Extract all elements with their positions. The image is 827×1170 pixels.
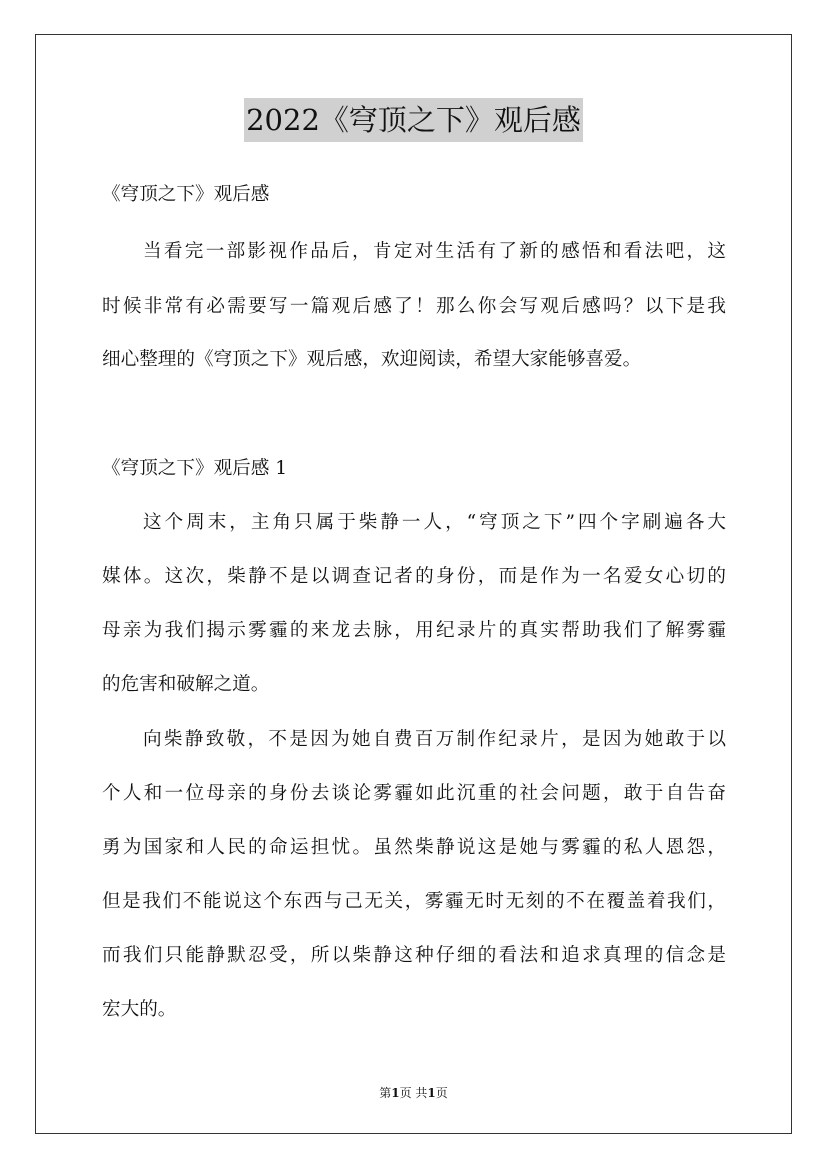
para1-line: 这个周末，主角只属于柴静一人，“穹顶之下”四个字刷遍各大: [143, 512, 726, 533]
footer-total-pages: 1: [427, 1086, 436, 1100]
para1-line: 母亲为我们揭示雾霾的来龙去脉，用纪录片的真实帮助我们了解雾霾: [102, 620, 726, 641]
para2-line: 宏大的。: [102, 999, 177, 1020]
footer-page-prefix: 第: [379, 1086, 392, 1100]
intro-line: 时候非常有必需要写一篇观后感了！那么你会写观后感吗？以下是我: [102, 296, 726, 317]
para2-line: 而我们只能静默忍受，所以柴静这种仔细的看法和追求真理的信念是: [102, 945, 726, 966]
document-subtitle: 《穹顶之下》观后感: [102, 184, 270, 205]
document-title: 2022《穹顶之下》观后感: [244, 98, 583, 142]
footer-page-suffix: 页: [435, 1086, 448, 1100]
page-footer: [0, 1084, 827, 1101]
footer-page-mid: 页 共: [399, 1086, 428, 1100]
footer-page-number: 1: [391, 1086, 400, 1100]
document-title-wrap: [0, 98, 827, 142]
para2-line: 个人和一位母亲的身份去谈论雾霾如此沉重的社会问题，敢于自告奋: [102, 783, 726, 804]
intro-line: 当看完一部影视作品后，肯定对生活有了新的感悟和看法吧，这: [143, 241, 726, 262]
section-heading: 《穹顶之下》观后感 1: [102, 458, 288, 479]
para2-line: 但是我们不能说这个东西与己无关，雾霾无时无刻的不在覆盖着我们，: [102, 891, 726, 912]
para1-line: 的危害和破解之道。: [102, 674, 270, 695]
intro-line: 细心整理的《穹顶之下》观后感，欢迎阅读，希望大家能够喜爱。: [102, 349, 642, 370]
para1-line: 媒体。这次，柴静不是以调查记者的身份，而是作为一名爱女心切的: [102, 566, 726, 587]
para2-line: 向柴静致敬，不是因为她自费百万制作纪录片，是因为她敢于以: [143, 729, 726, 750]
para2-line: 勇为国家和人民的命运担忧。虽然柴静说这是她与雾霾的私人恩怨，: [102, 837, 726, 858]
